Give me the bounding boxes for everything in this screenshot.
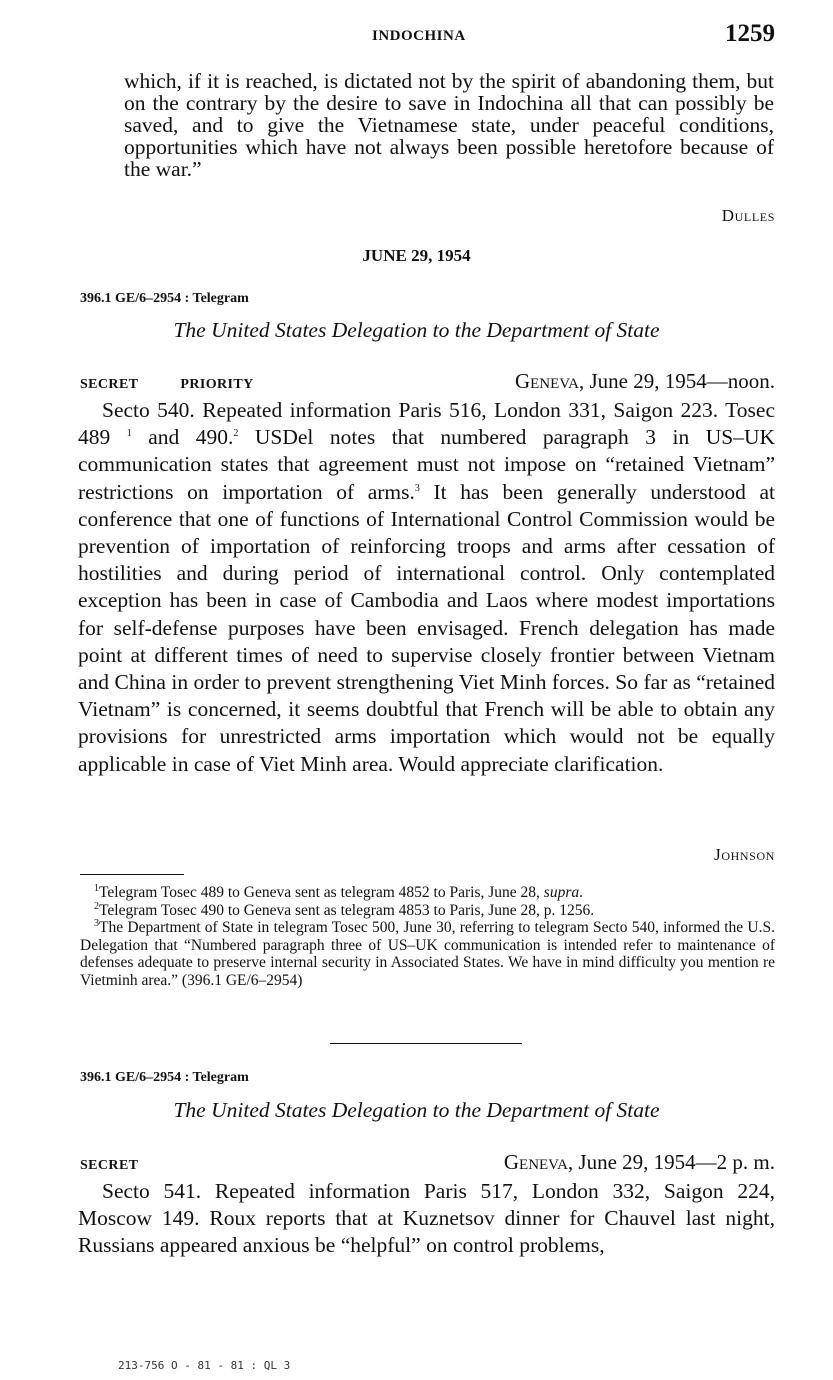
footnote-ref-2: 2 bbox=[233, 428, 239, 440]
page-footer: 213-756 O - 81 - 81 : QL 3 bbox=[118, 1359, 291, 1372]
doc1-place: Geneva bbox=[514, 369, 579, 393]
doc1-classification-row bbox=[80, 369, 775, 394]
footnote-2-number: 2 bbox=[94, 900, 99, 912]
doc1-title: The United States Delegation to the Department of State bbox=[173, 318, 660, 342]
footnote-3 bbox=[80, 919, 775, 989]
doc1-priority: PRIORITY bbox=[180, 377, 254, 392]
doc2-body: Secto 541. Repeated information Paris 517, London 332, Saigon 224, Moscow 149. Roux reports that at Kuznetsov dinner for Chauvel last night, Russians appeared anxious be “helpful” on control problems, bbox=[78, 1179, 775, 1258]
footnote-1 bbox=[80, 884, 775, 902]
carryover-signature: Dulles bbox=[721, 206, 775, 225]
carryover-quote: which, if it is reached, is dictated not by the spirit of abandoning them, but on the contrary by the desire to save in Indochina all that can possibly be saved, and to give the Vietnamese state, under peaceful conditions, opportunities which have not always been possible heretofore because of the war.” bbox=[124, 69, 774, 181]
doc2-classification-row bbox=[80, 1150, 775, 1175]
footnote-1-number: 1 bbox=[94, 882, 99, 894]
doc1-dateline bbox=[515, 369, 775, 394]
footnote-ref-1: 1 bbox=[126, 428, 132, 440]
doc1-body-part1: Secto 540. Repeated information Paris 516, London 331, Saigon 223. Tosec 489 bbox=[78, 398, 775, 450]
running-header-title: INDOCHINA bbox=[372, 28, 466, 44]
page-number: 1259 bbox=[725, 20, 775, 47]
footnote-2 bbox=[80, 902, 775, 920]
doc2-place: Geneva bbox=[503, 1150, 568, 1174]
doc1-body-part4: It has been generally understood at conference that one of functions of International Control Commission would be prevention of importation of reinforcing troops and arms after cessation of hostilities and during period of international control. Only contemplated exception has been in case of Cambodia and Laos where modest importations for self-defense purposes have been envisaged. French delegation has made point at different times of need to supervise closely frontier between Vietnam and China in order to prevent strengthening Viet Minh forces. So far as “retained Vietnam” is concerned, it seems doubtful that French will be able to obtain any provisions for unrestricted arms importation which would not be equally applicable in case of Viet Minh area. Would appreciate clarification. bbox=[78, 479, 775, 776]
footnote-3-number: 3 bbox=[94, 918, 99, 930]
footnote-ref-3: 3 bbox=[414, 482, 420, 494]
doc1-classification: SECRET bbox=[80, 377, 139, 392]
footnote-2-text: Telegram Tosec 490 to Geneva sent as telegram 4853 to Paris, June 28, p. 1256. bbox=[99, 901, 595, 919]
doc1-file-id: 396.1 GE/6–2954 : Telegram bbox=[80, 291, 249, 306]
section-separator-rule bbox=[330, 1043, 522, 1044]
doc1-body bbox=[78, 397, 775, 778]
doc1-body-part2: and 490. bbox=[131, 425, 234, 450]
date-heading: JUNE 29, 1954 bbox=[362, 246, 471, 265]
footnote-3-text: The Department of State in telegram Tosec 500, June 30, referring to telegram Secto 540, informed the U.S. Delegation that “Numbered paragraph three of US–UK communication is intended refer to maintenance of defenses adequate to preserve internal security in Associated States. We have in mind difficulty you mention re Vietminh area.” (396.1 GE/6–2954) bbox=[80, 919, 775, 989]
doc1-body-part3: USDel notes that numbered paragraph 3 in US–UK communication states that agreement must not impose on “retained Vietnam” restrictions on importation of arms. bbox=[78, 425, 776, 504]
footnote-1-italic: supra bbox=[543, 884, 580, 901]
doc2-title: The United States Delegation to the Department of State bbox=[173, 1098, 660, 1122]
footnote-1-text: Telegram Tosec 489 to Geneva sent as telegram 4852 to Paris, June 28, bbox=[99, 884, 544, 901]
footnotes bbox=[80, 884, 775, 990]
doc2-classification: SECRET bbox=[80, 1158, 139, 1173]
doc1-signature: Johnson bbox=[714, 845, 775, 864]
footnote-1-end: . bbox=[579, 884, 583, 901]
doc2-file-id: 396.1 GE/6–2954 : Telegram bbox=[80, 1070, 249, 1085]
footnote-rule bbox=[80, 874, 184, 875]
doc2-dateline bbox=[504, 1150, 775, 1175]
doc2-date: , June 29, 1954—2 p. m. bbox=[567, 1150, 775, 1174]
doc1-date: , June 29, 1954—noon. bbox=[579, 369, 775, 393]
